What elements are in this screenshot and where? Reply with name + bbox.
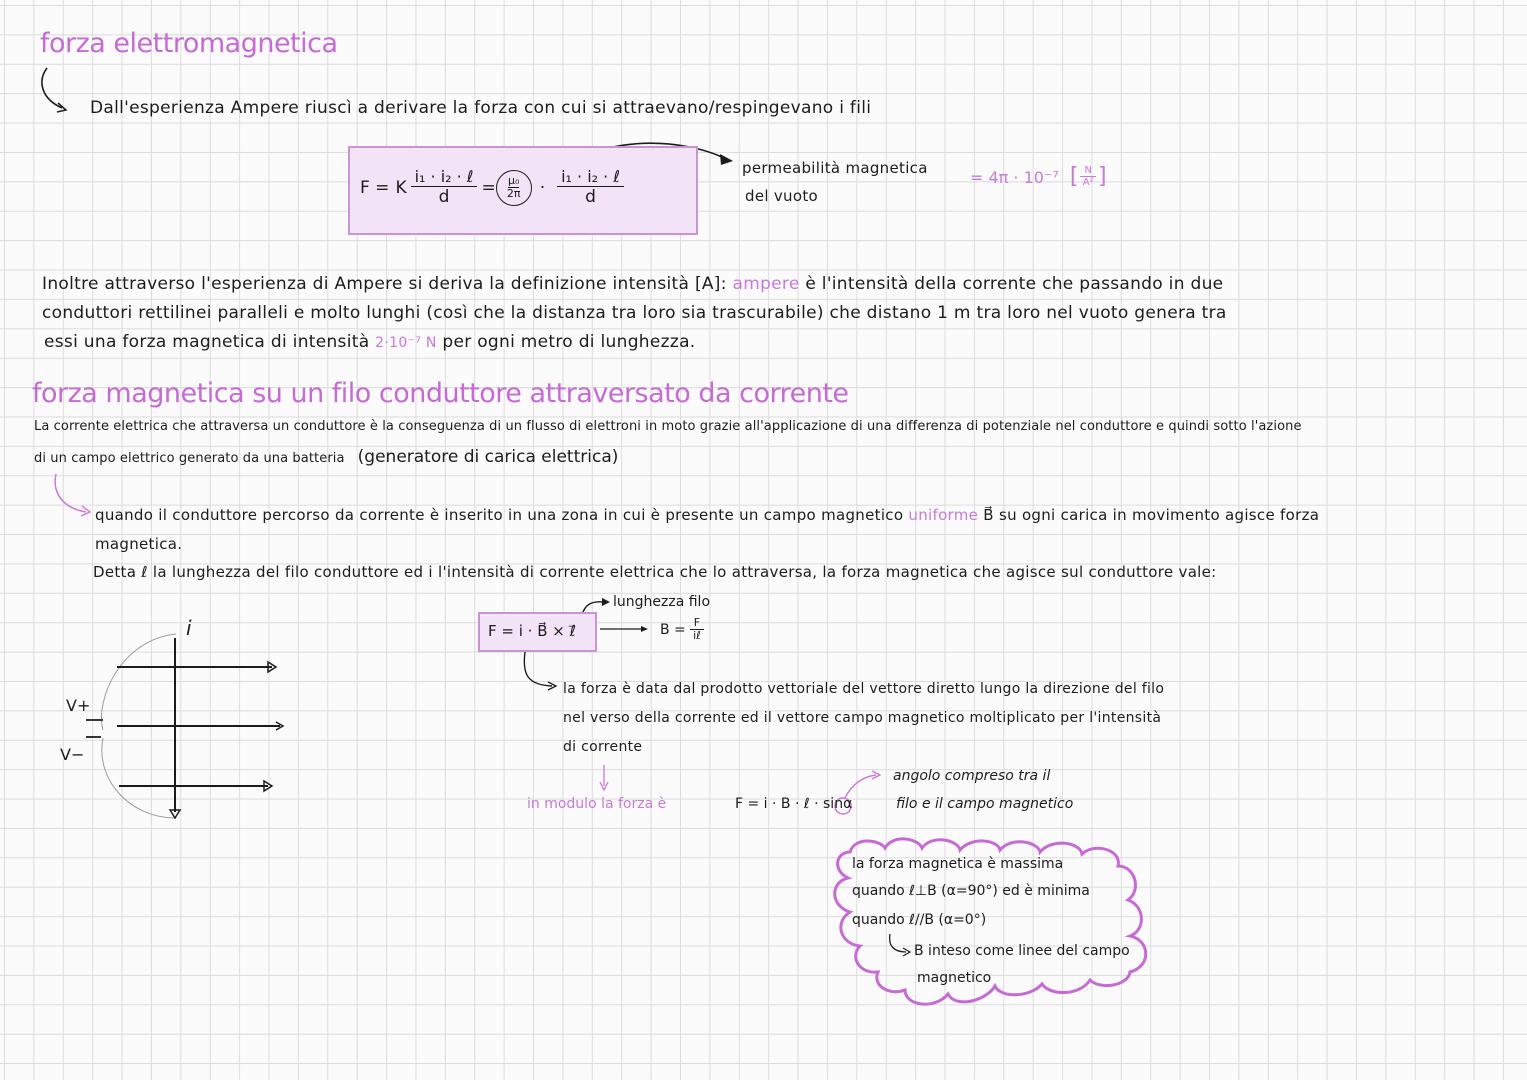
formula-box-ampere: F = K $\frac{\text{i₁ · i₂ · ℓ}}{d}$ = $\frac{\text{μ₀}}{2\pi}$ · $\frac{\text{i₁ · i₂ · ℓ}}{d}$	[348, 146, 698, 235]
pink-hook-arrow-icon	[55, 474, 86, 512]
para-line-2: di un campo elettrico generato da una batteria (generatore di carica elettrica)	[34, 447, 619, 467]
para-line-1: La corrente elettrica che attraversa un conduttore è la conseguenza di un flusso di elettroni in moto grazie all'applicazione di una differenza di potenziale nel conduttore e quindi sotto l'azione	[34, 419, 1302, 434]
annotation-permeabilita: permeabilità magnetica	[742, 159, 928, 177]
conductor-field-diagram	[86, 634, 283, 818]
intro-text: Dall'esperienza Ampere riuscì a derivare la forza con cui si attraevano/respingevano i fili	[90, 98, 872, 118]
formula-lhs: F =	[360, 177, 390, 198]
current-label-i: i	[186, 616, 192, 640]
definition-line-1: Inoltre attraverso l'esperienza di Ampere si deriva la definizione intensità [A]: ampere è l'intensità della corrente che passando in due	[42, 274, 1224, 294]
mu0-value: = 4π · 10⁻⁷ [ $\frac{N}{\text{A²}}$ ]	[970, 164, 1107, 189]
annotation-del-vuoto: del vuoto	[745, 187, 819, 205]
formula-eq: =	[481, 177, 496, 198]
v-minus-label: V−	[60, 745, 85, 764]
force-vector-formula: F = i · B⃗ × ℓ⃗	[488, 622, 576, 640]
formula-box-force	[478, 612, 597, 652]
section-title-forza-elettromagnetica: forza elettromagnetica	[40, 28, 338, 59]
definition-line-3: essi una forza magnetica di intensità 2·10⁻⁷ N per ogni metro di lunghezza.	[44, 332, 696, 352]
when-line-2: magnetica.	[95, 535, 183, 553]
force-value-highlight: 2·10⁻⁷ N	[375, 335, 437, 351]
angle-note-line-1: angolo compreso tra il	[893, 768, 1051, 784]
fraction-1: $\frac{\text{i₁ · i₂ · ℓ}}{d}$	[411, 168, 478, 207]
formula-k: K	[395, 177, 407, 198]
cloud-line-3: quando ℓ//B (α=0°)	[852, 912, 987, 928]
when-line-1: quando il conduttore percorso da corrente è inserito in una zona in cui è presente un campo magnetico uniforme B⃗ su ogni carica in movimento agisce forza	[95, 506, 1320, 524]
modulo-formula: F = i · B · ℓ · sinα	[735, 796, 853, 812]
ampere-highlight: ampere	[732, 274, 800, 294]
v-plus-label: V+	[66, 696, 91, 715]
unit-bracket: [ $\frac{N}{\text{A²}}$ ]	[1069, 164, 1107, 189]
explain-line-1: la forza è data dal prodotto vettoriale del vettore diretto lungo la direzione del filo	[563, 681, 1165, 697]
section-title-forza-magnetica: forza magnetica su un filo conduttore attraversato da corrente	[32, 378, 849, 409]
cloud-line-2: quando ℓ⊥B (α=90°) ed è minima	[852, 883, 1090, 899]
explain-line-3: di corrente	[563, 739, 643, 755]
b-formula: B = $\frac{F}{\text{iℓ}}$	[660, 617, 708, 642]
explain-line-2: nel verso della corrente ed il vettore campo magnetico moltiplicato per l'intensità	[563, 710, 1162, 726]
modulo-label: in modulo la forza è	[527, 796, 667, 812]
uniforme-highlight: uniforme	[908, 506, 979, 524]
angle-note-line-2: filo e il campo magnetico	[896, 796, 1074, 812]
fraction-2: $\frac{\text{i₁ · i₂ · ℓ}}{d}$	[557, 168, 624, 207]
circled-mu0-over-2pi: $\frac{\text{μ₀}}{2\pi}$	[496, 170, 532, 206]
hook-arrow-icon	[42, 68, 62, 108]
b-vector: B⃗	[983, 506, 994, 524]
cloud-line-5: magnetico	[917, 970, 992, 986]
lunghezza-filo-note: lunghezza filo	[613, 594, 711, 610]
cloud-line-1: la forza magnetica è massima	[852, 856, 1064, 872]
definition-line-2: conduttori rettilinei paralleli e molto lunghi (così che la distanza tra loro sia trascurabile) che distano 1 m tra loro nel vuoto genera tra	[42, 303, 1227, 323]
detta-line: Detta ℓ la lunghezza del filo conduttore ed i l'intensità di corrente elettrica che lo attraversa, la forza magnetica che agisce sul conduttore vale:	[93, 563, 1217, 581]
cloud-line-4: B inteso come linee del campo	[914, 943, 1130, 959]
